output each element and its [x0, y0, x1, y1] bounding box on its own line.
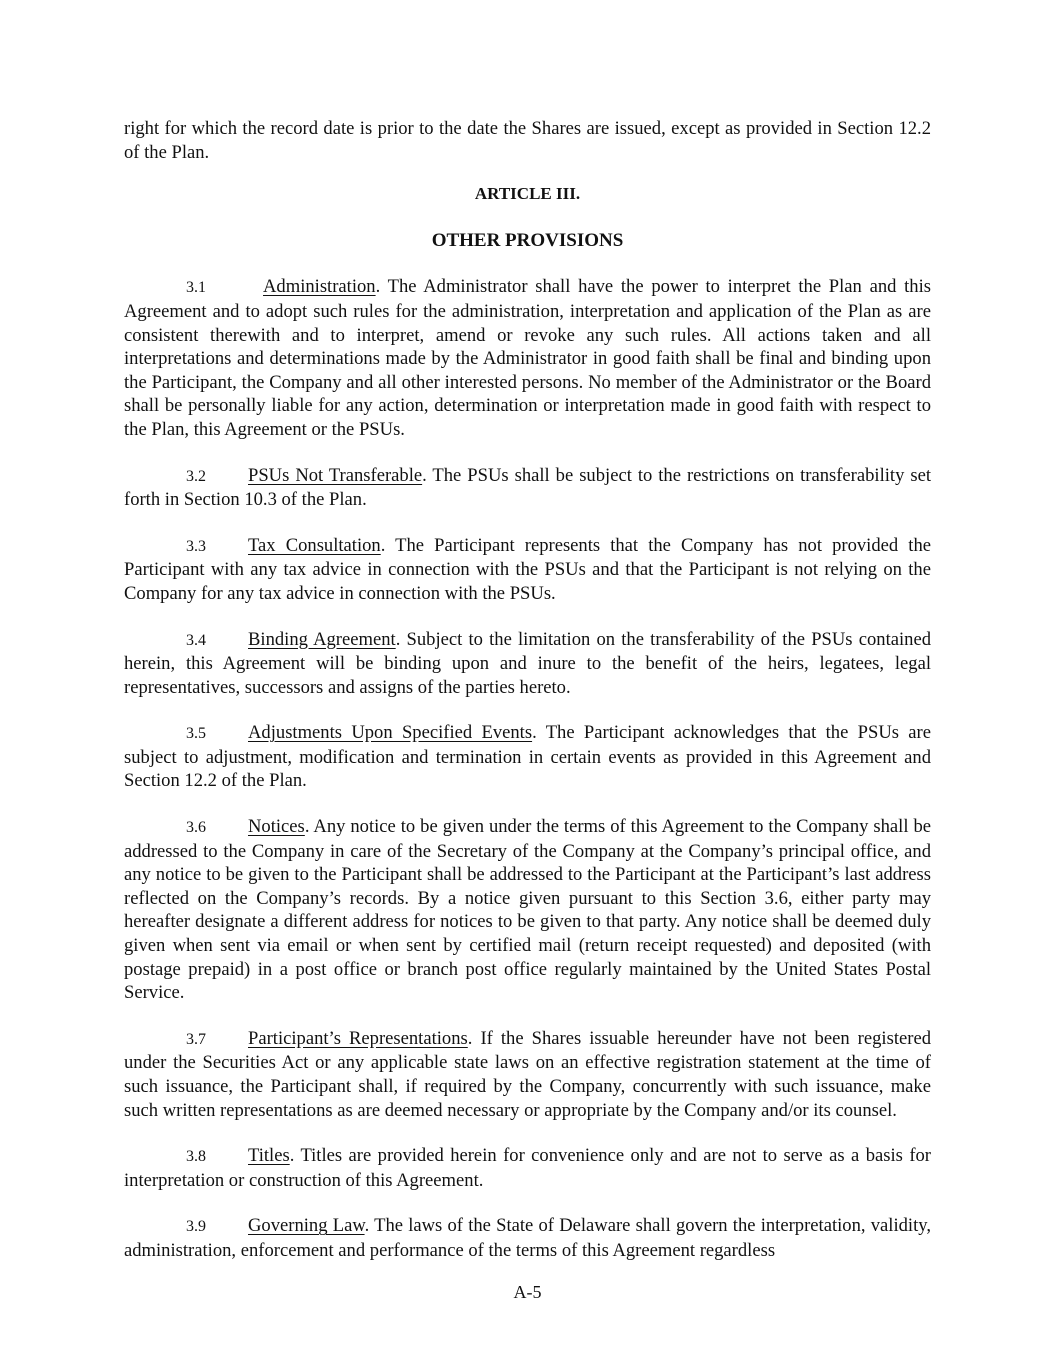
section-3-1: [124, 275, 931, 441]
section-number: 3.5: [186, 725, 206, 743]
section-number: 3.4: [186, 631, 206, 649]
section-title: Notices: [248, 816, 305, 838]
section-title: PSUs Not Transferable: [248, 464, 423, 486]
section-body: . The PSUs shall be subject to the restrictions on transferability set forth in Section 10.3 of the Plan.: [124, 464, 931, 511]
section-number: 3.1: [186, 279, 206, 297]
article-label: ARTICLE III.: [474, 184, 581, 204]
section-3-9: [124, 1214, 931, 1262]
document-page: [124, 117, 931, 1285]
section-body: . The Administrator shall have the power to interpret the Plan and this Agreement and to adopt such rules for the administration, interpretation and application of the Plan as are consistent therewith and to interpret, amend or revoke any such rules. All actions taken and all interpretations and determinations made by the Administrator in good faith shall be final and binding upon the Participant, the Company and all other interested persons. No member of the Administrator or the Board shall be personally liable for any action, determination or interpretation made in good faith with respect to the Plan, this Agreement or the PSUs.: [124, 276, 931, 440]
section-body: . The laws of the State of Delaware shall govern the interpretation, validity, administration, enforcement and performance of the terms of this Agreement regardless: [124, 1215, 931, 1261]
section-title: Governing Law: [248, 1215, 365, 1237]
section-title: Binding Agreement: [248, 628, 396, 650]
section-3-4: [124, 628, 931, 700]
section-title: Adjustments Upon Specified Events: [248, 722, 533, 744]
section-number: 3.9: [186, 1218, 206, 1236]
section-body: . Any notice to be given under the terms of this Agreement to the Company shall be addressed to the Company in care of the Secretary of the Company at the Company’s principal office, and any notice to be given to the Participant shall be addressed to the Participant at the Participant’s last address reflected on the Company’s records. By a notice given pursuant to this Section 3.6, either party may hereafter designate a different address for notices to be given to that party. Any notice shall be deemed duly given when sent via email or when sent by certified mail (return receipt requested) and deposited (with postage prepaid) in a post office or branch post office regularly maintained by the United States Postal Service.: [124, 816, 931, 1004]
section-3-6: [124, 815, 931, 1005]
section-3-3: [124, 534, 931, 606]
section-number: 3.3: [186, 537, 206, 555]
section-title: Titles: [248, 1145, 290, 1167]
section-body: . If the Shares issuable hereunder have not been registered under the Securities Act or any applicable state laws on an effective registration statement at the time of such issuance, the Participant shall, if required by the Company, concurrently with such issuance, make such written representations as are deemed necessary or appropriate by the Company and/or its counsel.: [124, 1027, 931, 1121]
section-body: . Subject to the limitation on the transferability of the PSUs contained herein, this Agreement will be binding upon and inure to the benefit of the heirs, legatees, legal representatives, successors and assigns of the parties hereto.: [124, 628, 931, 698]
intro-paragraph: right for which the record date is prior to the date the Shares are issued, except as provided in Section 12.2 of the Plan.: [124, 118, 931, 163]
section-3-7: [124, 1027, 931, 1122]
section-title: Administration: [263, 276, 376, 298]
section-number: 3.6: [186, 819, 206, 837]
page-number: A-5: [513, 1282, 542, 1302]
section-number: 3.2: [186, 467, 206, 485]
article-heading: OTHER PROVISIONS: [431, 229, 624, 251]
section-body: . Titles are provided herein for convenience only and are not to serve as a basis for interpretation or construction of this Agreement.: [124, 1145, 931, 1191]
section-title: Tax Consultation: [248, 534, 381, 556]
section-number: 3.8: [186, 1148, 206, 1166]
section-body: . The Participant represents that the Company has not provided the Participant with any tax advice in connection with the PSUs and that the Participant is not relying on the Company for any tax advice in connection with the PSUs.: [124, 534, 931, 604]
section-body: . The Participant acknowledges that the PSUs are subject to adjustment, modification and termination in certain events as provided in this Agreement and Section 12.2 of the Plan.: [124, 722, 931, 792]
section-3-2: [124, 464, 931, 512]
section-title: Participant’s Representations: [248, 1027, 468, 1049]
section-3-5: [124, 721, 931, 793]
section-number: 3.7: [186, 1030, 206, 1048]
section-3-8: [124, 1144, 931, 1192]
